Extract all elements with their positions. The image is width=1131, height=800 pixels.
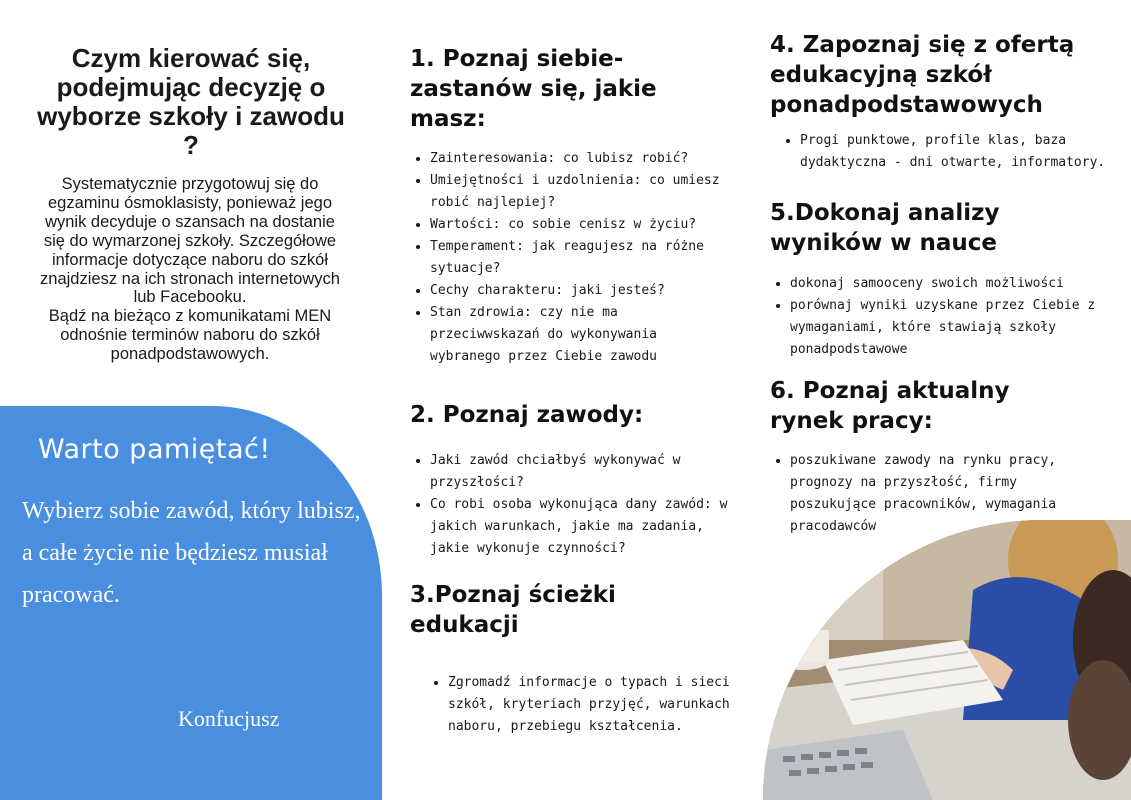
list-item: • Zainteresowania: co lubisz robić? — [430, 148, 730, 170]
page-title: Czym kierować się, podejmując decyzję o wyborze szkoły i zawodu ? — [37, 43, 345, 160]
quote-text: Wybierz sobie zawód, który lubisz, a całe życie nie będziesz musiał pracować. — [22, 498, 361, 608]
section-3-heading: 3.Poznaj ścieżki edukacji — [410, 582, 616, 638]
quote-heading: Warto pamiętać! — [38, 434, 271, 465]
list-item: • Temperament: jak reagujesz na różne sytuacje? — [430, 236, 730, 280]
list-item: • Jaki zawód chciałbyś wykonywać w przyszłości? — [430, 450, 730, 494]
quote-author: Konfucjusz — [178, 706, 280, 731]
list-item: • Wartości: co sobie cenisz w życiu? — [430, 214, 730, 236]
section-4-list — [782, 130, 1120, 174]
section-2-list — [412, 450, 730, 560]
left-column — [0, 0, 382, 800]
list-item: • Stan zdrowia: czy nie ma przeciwwskazań do wykonywania wybranego przez Ciebie zawodu — [430, 302, 730, 368]
list-item: • poszukiwane zawody na rynku pracy, prognozy na przyszłość, firmy poszukujące pracowników, wymagania pracodawców — [790, 450, 1110, 538]
students-photo-illustration — [763, 520, 1131, 800]
section-5-heading: 5.Dokonaj analizy wyników w nauce — [770, 200, 1000, 256]
list-item: • dokonaj samooceny swoich możliwości — [790, 273, 1110, 295]
list-item: • Umiejętności i uzdolnienia: co umiesz robić najlepiej? — [430, 170, 730, 214]
section-4-heading: 4. Zapoznaj się z ofertą edukacyjną szkół ponadpodstawowych — [770, 32, 1075, 118]
section-2-heading: 2. Poznaj zawody: — [410, 402, 644, 428]
section-3-list — [430, 672, 738, 738]
list-item: • porównaj wyniki uzyskane przez Ciebie z wymaganiami, które stawiają szkoły ponadpodstawowe — [790, 295, 1110, 361]
intro-paragraph-2: Bądź na bieżąco z komunikatami MEN odnośnie terminów naboru do szkół ponadpodstawowych. — [48, 307, 332, 364]
intro-text — [34, 175, 346, 364]
list-item: • Co robi osoba wykonująca dany zawód: w jakich warunkach, jakie ma zadania, jakie wykonuje czynności? — [430, 494, 730, 560]
list-item: • Progi punktowe, profile klas, baza dydaktyczna - dni otwarte, informatory. — [800, 130, 1120, 174]
list-item: • Zgromadź informacje o typach i sieci szkół, kryteriach przyjęć, warunkach naboru, przebiegu kształcenia. — [448, 672, 738, 738]
intro-paragraph-1: Systematycznie przygotowuj się do egzaminu ósmoklasisty, ponieważ jego wynik decyduje o szansach na dostanie się do wymarzonej szkoły. Szczegółowe informacje dotyczące naboru do szkół znajdziesz na ich stronach internetowych lub Facebooku. — [40, 175, 340, 307]
section-6-heading: 6. Poznaj aktualny rynek pracy: — [770, 378, 1010, 434]
students-photo — [763, 520, 1131, 800]
list-item: • Cechy charakteru: jaki jesteś? — [430, 280, 730, 302]
section-1-heading: 1. Poznaj siebie- zastanów się, jakie masz: — [410, 46, 657, 132]
section-1-list — [412, 148, 730, 368]
section-5-list — [772, 273, 1110, 361]
